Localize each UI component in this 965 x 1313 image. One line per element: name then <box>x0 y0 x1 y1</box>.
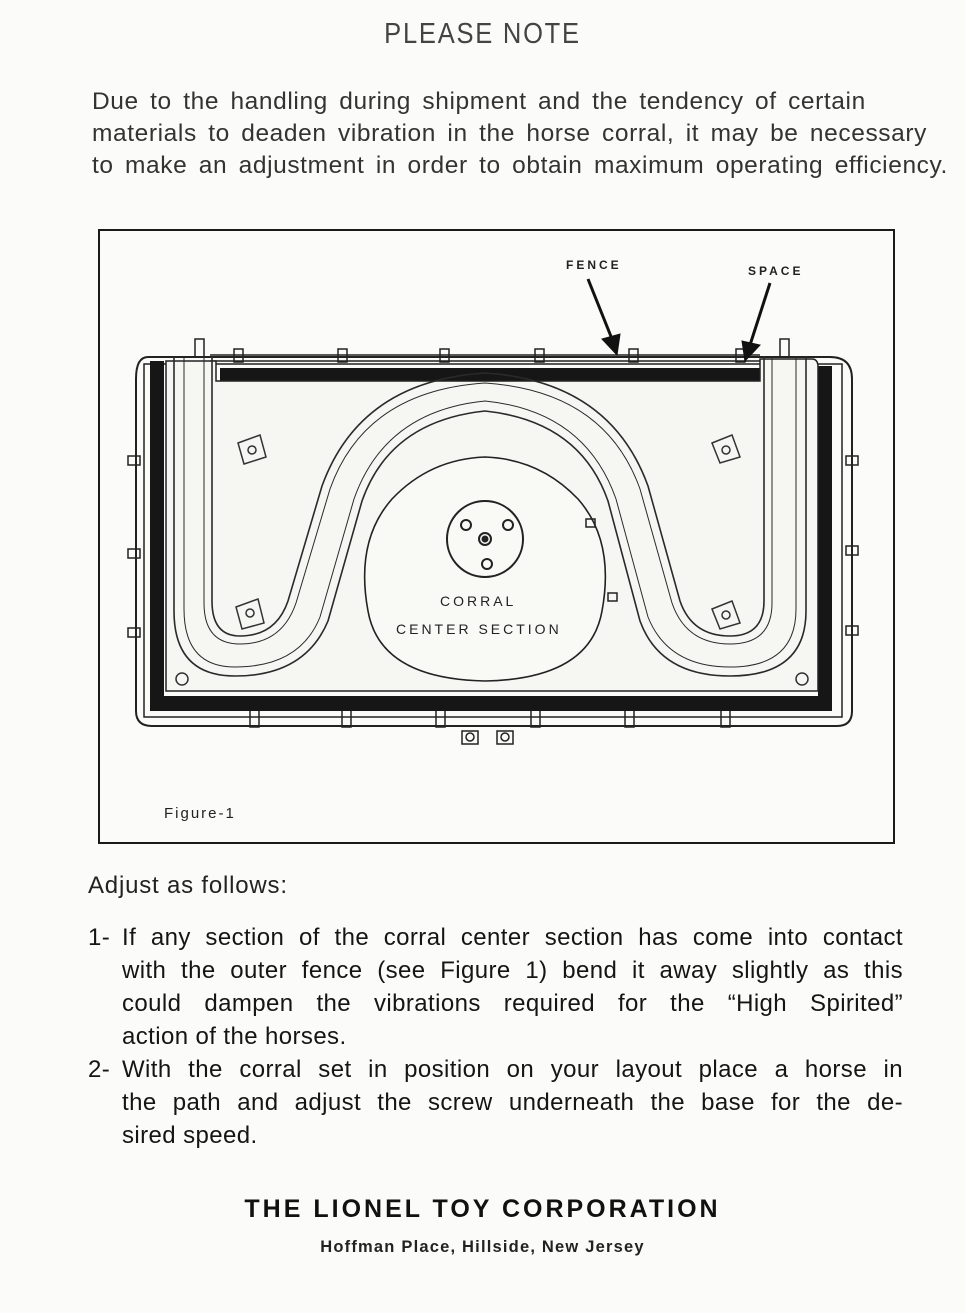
right-dark-band <box>818 366 832 706</box>
intro-line: to make an adjustment in order to obtain maximum operating efficiency. <box>92 152 948 179</box>
step-line: sired speed. <box>122 1122 258 1149</box>
intro-line: materials to deaden vibration in the horse corral, it may be necessary <box>92 120 927 147</box>
bottom-dark-band <box>150 696 832 711</box>
top-dark-band <box>220 368 760 381</box>
fence-label: FENCE <box>566 258 622 272</box>
step-item <box>88 921 903 1053</box>
figure-caption: Figure-1 <box>164 805 236 822</box>
corral-label: CORRAL <box>440 593 517 609</box>
step-line: If any section of the corral center section has come into contact <box>122 924 903 951</box>
adjustment-steps <box>88 921 903 1152</box>
step-number: 1- <box>88 924 111 951</box>
space-arrow <box>742 283 770 361</box>
page-heading: PLEASE NOTE <box>384 18 581 50</box>
adjusting-screws <box>462 731 513 744</box>
left-dark-band <box>150 361 164 706</box>
intro-line: Due to the handling during shipment and the tendency of certain <box>92 88 866 115</box>
step-line: could dampen the vibrations required for the “High Spirited” <box>122 990 903 1017</box>
fence-arrow <box>588 279 620 355</box>
adjust-instructions-label: Adjust as follows: <box>88 872 288 899</box>
step-line: the path and adjust the screw underneath the base for the de- <box>122 1089 903 1116</box>
company-name: THE LIONEL TOY CORPORATION <box>244 1195 721 1223</box>
center-section-label: CENTER SECTION <box>396 621 562 637</box>
step-line: with the outer fence (see Figure 1) bend it away slightly as this <box>122 957 903 984</box>
step-line: action of the horses. <box>122 1023 347 1050</box>
space-label: SPACE <box>748 264 804 278</box>
step-item <box>88 1053 903 1152</box>
step-number: 2- <box>88 1056 111 1083</box>
company-address: Hoffman Place, Hillside, New Jersey <box>320 1238 645 1256</box>
intro-paragraph <box>92 86 948 182</box>
figure-1-frame <box>98 229 895 844</box>
step-line: With the corral set in position on your layout place a horse in <box>122 1056 903 1083</box>
corral-diagram <box>100 231 893 842</box>
